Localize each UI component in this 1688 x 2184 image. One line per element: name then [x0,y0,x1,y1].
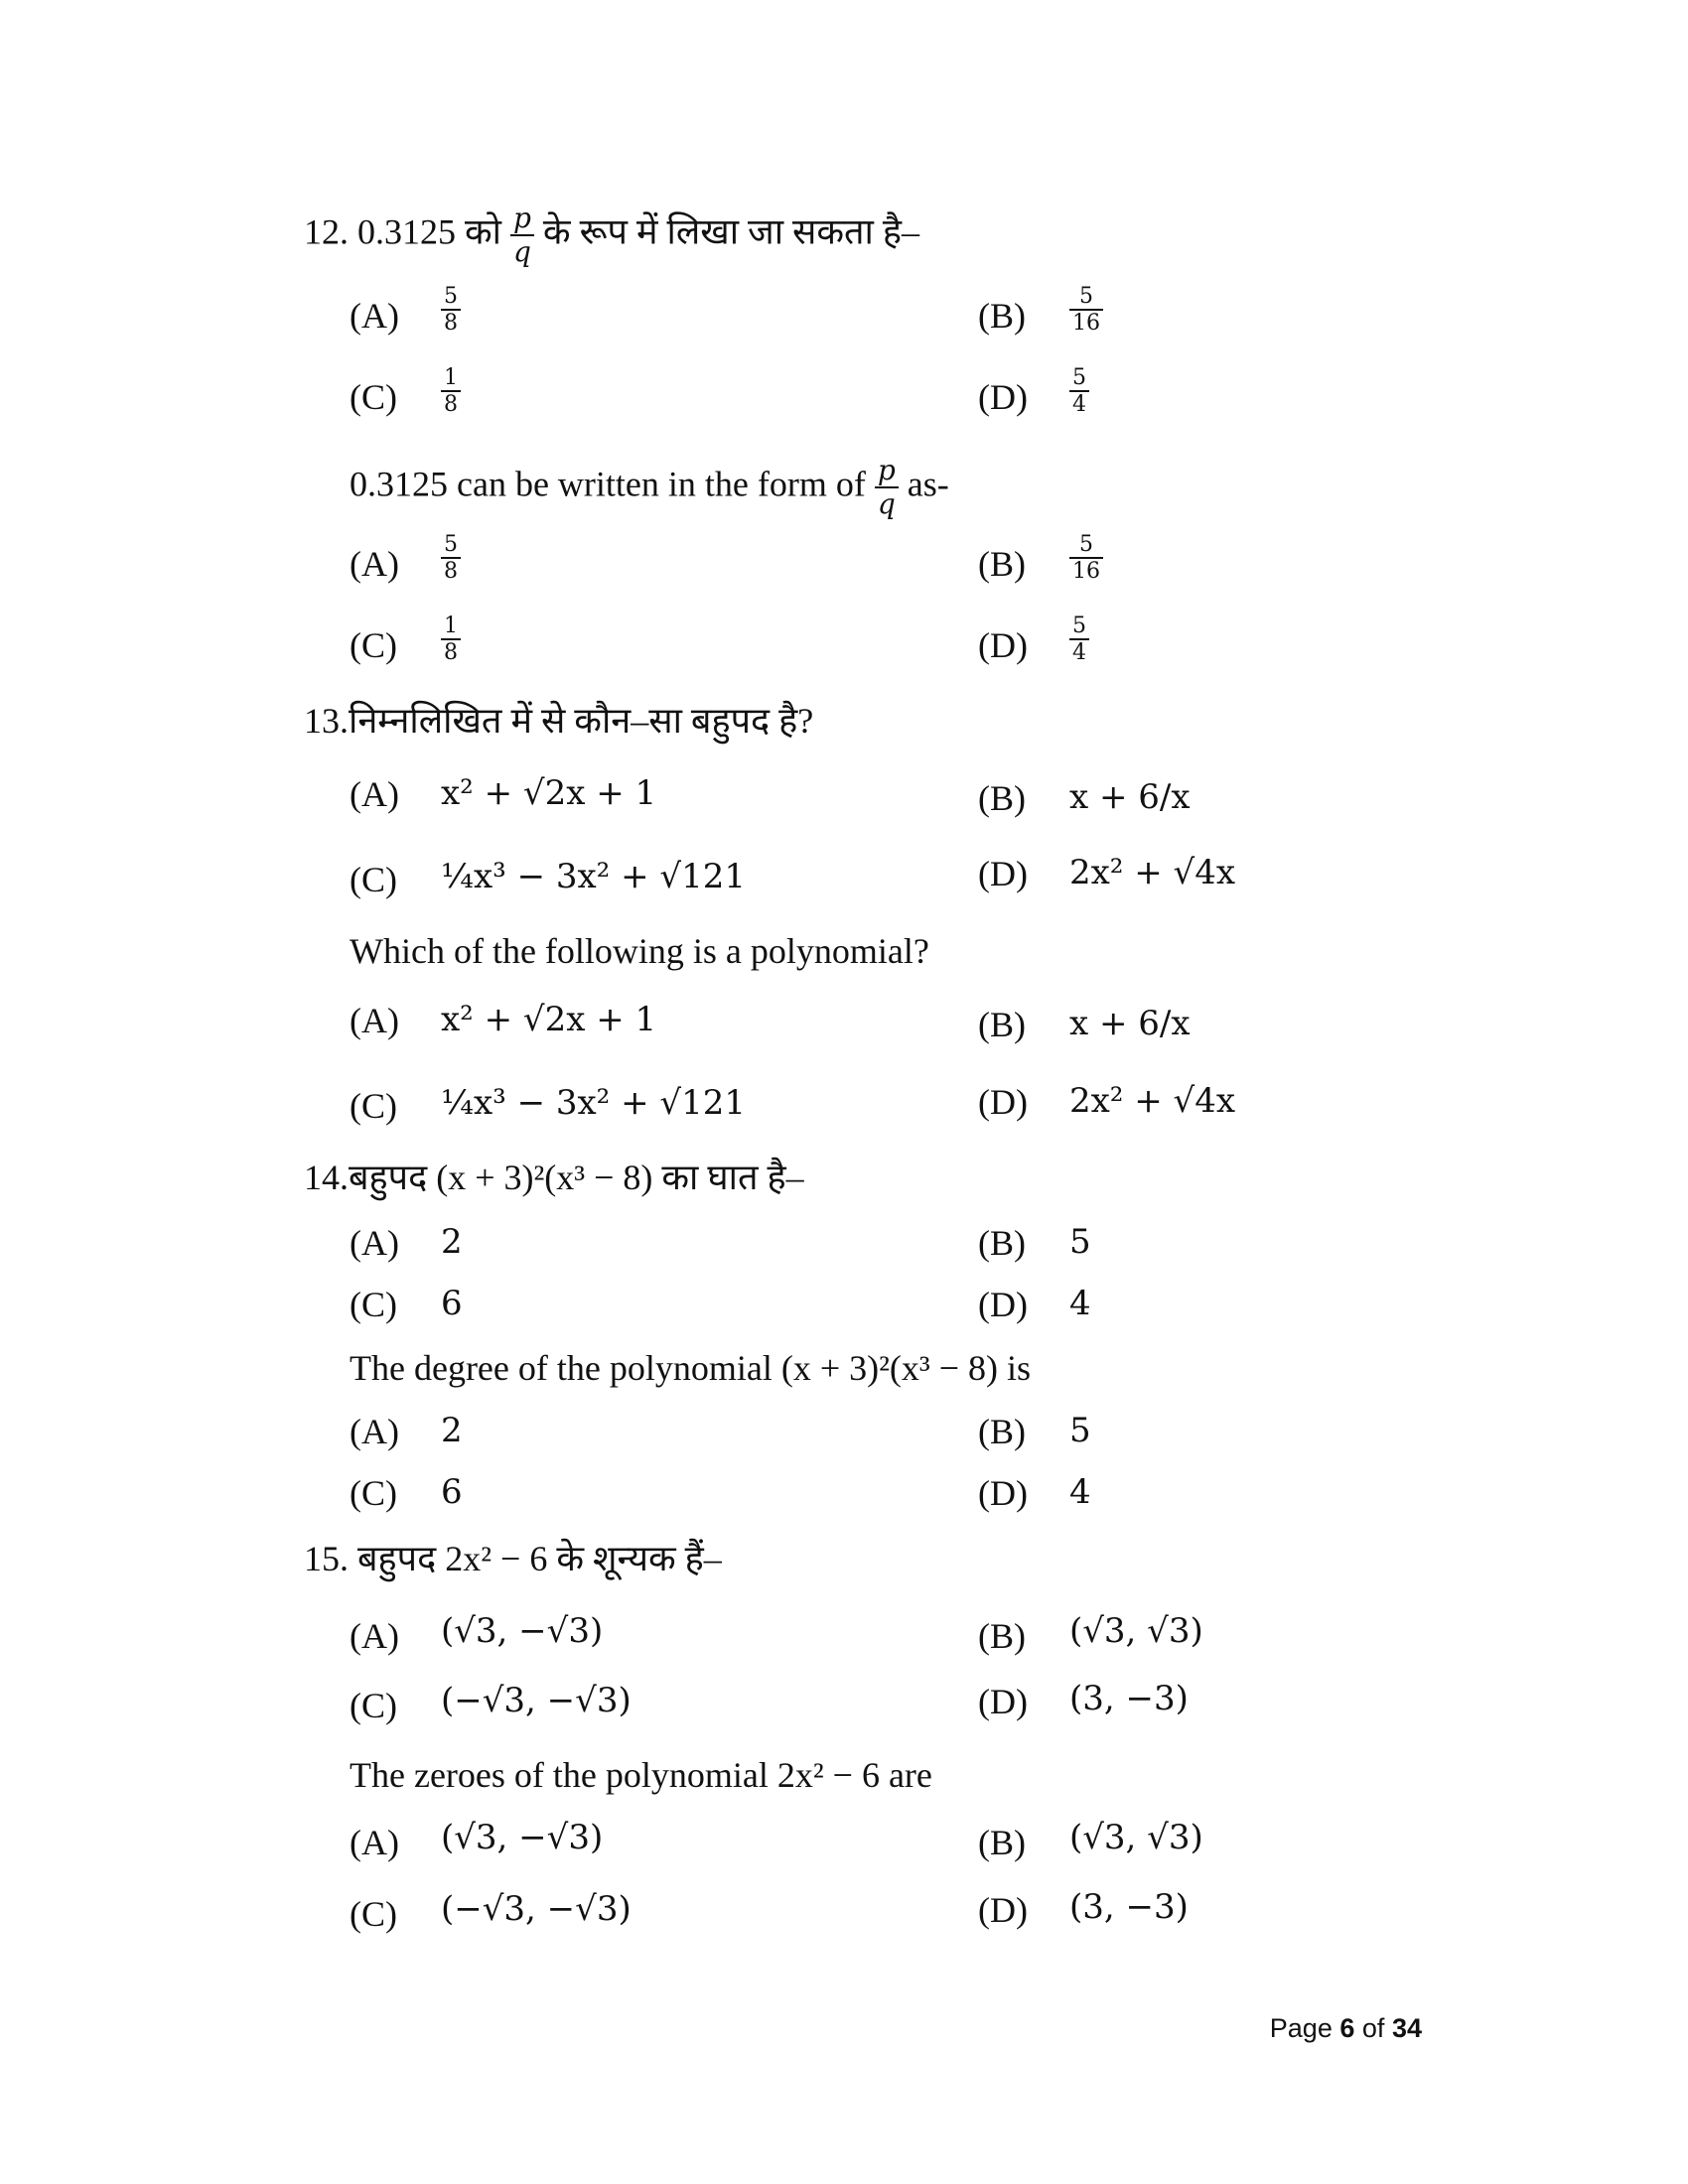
fraction-numerator: p [510,203,534,236]
q14-en-option-b-key: (B) [978,1412,1026,1451]
q14-option-d-key: (D) [978,1285,1028,1324]
q14-option-b-key: (B) [978,1223,1026,1263]
q14-en-option-a-key: (A) [350,1412,399,1451]
q14-en-option-c-value: 6 [441,1472,463,1512]
fraction-numerator: 1 [441,365,461,392]
q12-en-option-c-value [441,614,461,666]
fraction-denominator: 8 [444,311,458,337]
fraction-numerator: 5 [1069,284,1103,311]
q15-en-option-d-value: (3, −3) [1069,1887,1189,1927]
q13-english-line: Which of the following is a polynomial? [350,931,929,971]
q12-en-option-b-value [1069,532,1103,585]
q12-en-option-d-key: (D) [978,625,1028,665]
q15-option-b-key: (B) [978,1616,1026,1656]
q12-english-prefix: 0.3125 can be written in the form of [350,464,866,504]
q13-en-option-a-key: (A) [350,1001,399,1040]
q14-option-c-value: 6 [441,1284,463,1323]
q12-english-fraction [875,455,899,520]
fraction-denominator: 16 [1072,311,1100,337]
footer-page-word: Page [1269,2013,1333,2043]
q12-hindi-suffix: के रूप में लिखा जा सकता है– [542,211,920,252]
q12-en-option-a-value [441,532,461,585]
q13-option-b-key: (B) [978,778,1026,818]
q15-en-option-b-value: (√3, √3) [1069,1818,1203,1857]
fraction-numerator: 5 [441,284,461,311]
q15-option-c-key: (C) [350,1686,397,1725]
q13-option-d-key: (D) [978,854,1028,893]
q15-en-option-a-key: (A) [350,1823,399,1862]
q12-english-line [350,455,949,520]
fraction-denominator: 8 [444,392,458,418]
footer-current-page: 6 [1339,2013,1355,2043]
page-number-footer [1270,2013,1422,2044]
q14-option-b-value: 5 [1069,1222,1091,1262]
fraction-numerator: 5 [441,532,461,559]
q13-en-option-b-key: (B) [978,1005,1026,1044]
fraction-denominator: 8 [444,640,458,666]
q15-option-a-key: (A) [350,1616,399,1656]
q12-option-b-value [1069,284,1103,337]
q14-en-option-d-value: 4 [1069,1472,1091,1512]
q12-option-b-key: (B) [978,296,1026,336]
fraction-denominator: 4 [1072,392,1086,418]
fraction-denominator: q [512,235,531,269]
fraction-numerator: 1 [441,614,461,640]
q15-option-d-key: (D) [978,1682,1028,1721]
q14-en-option-a-value: 2 [441,1411,463,1450]
fraction-denominator: 8 [444,559,458,585]
q15-en-option-d-key: (D) [978,1890,1028,1930]
q15-option-a-value: (√3, −√3) [441,1611,604,1651]
q15-en-option-b-key: (B) [978,1823,1026,1862]
q15-english-line: The zeroes of the polynomial 2x² − 6 are [350,1755,932,1795]
q12-english-suffix: as- [907,464,949,504]
fraction-denominator: q [877,487,896,521]
q12-option-d-key: (D) [978,377,1028,417]
q14-en-option-b-value: 5 [1069,1411,1091,1450]
q15-option-b-value: (√3, √3) [1069,1611,1203,1651]
q13-option-c-value: ¼x³ − 3x² + √121 [441,857,746,896]
q12-en-option-c-key: (C) [350,625,397,665]
q12-option-d-value [1069,365,1089,418]
q13-hindi-line: 13.निम्नलिखित में से कौन–सा बहुपद है? [304,701,814,741]
q14-option-d-value: 4 [1069,1284,1091,1323]
footer-total-pages: 34 [1391,2013,1422,2043]
q13-option-a-key: (A) [350,774,399,814]
q14-en-option-c-key: (C) [350,1473,397,1513]
q12-hindi-prefix: 12. 0.3125 को [304,211,501,252]
q15-en-option-c-value: (−√3, −√3) [441,1889,632,1929]
q15-option-d-value: (3, −3) [1069,1679,1189,1718]
fraction-denominator: 4 [1072,640,1086,666]
q15-en-option-c-key: (C) [350,1894,397,1934]
q13-en-option-d-value: 2x² + √4x [1069,1081,1236,1121]
q12-en-option-d-value [1069,614,1089,666]
q13-en-option-c-key: (C) [350,1086,397,1126]
q12-en-option-b-key: (B) [978,544,1026,584]
q12-option-a-key: (A) [350,296,399,336]
q15-option-c-value: (−√3, −√3) [441,1681,632,1720]
fraction-numerator: 5 [1069,365,1089,392]
q12-hindi-line [304,203,919,268]
q12-option-a-value [441,284,461,337]
q13-option-d-value: 2x² + √4x [1069,853,1236,892]
q12-option-c-key: (C) [350,377,397,417]
q13-option-c-key: (C) [350,860,397,899]
q13-option-a-value: x² + √2x + 1 [441,773,657,813]
fraction-numerator: 5 [1069,614,1089,640]
q12-hindi-fraction [510,203,534,268]
q14-en-option-d-key: (D) [978,1473,1028,1513]
fraction-denominator: 16 [1072,559,1100,585]
q14-english-line: The degree of the polynomial (x + 3)²(x³ − 8) is [350,1348,1032,1388]
q15-en-option-a-value: (√3, −√3) [441,1818,604,1857]
q13-option-b-value: x + 6/x [1069,777,1191,817]
q13-en-option-a-value: x² + √2x + 1 [441,1000,657,1039]
q14-option-c-key: (C) [350,1285,397,1324]
q13-en-option-b-value: x + 6/x [1069,1004,1191,1043]
q12-option-c-value [441,365,461,418]
q15-hindi-line: 15. बहुपद 2x² − 6 के शून्यक हैं– [304,1539,722,1578]
q14-option-a-value: 2 [441,1222,463,1262]
q14-option-a-key: (A) [350,1223,399,1263]
footer-of-word: of [1361,2013,1385,2043]
q14-hindi-line: 14.बहुपद (x + 3)²(x³ − 8) का घात है– [304,1158,804,1197]
q13-en-option-d-key: (D) [978,1082,1028,1122]
fraction-numerator: 5 [1069,532,1103,559]
fraction-numerator: p [875,455,899,488]
q13-en-option-c-value: ¼x³ − 3x² + √121 [441,1083,746,1123]
q12-en-option-a-key: (A) [350,544,399,584]
